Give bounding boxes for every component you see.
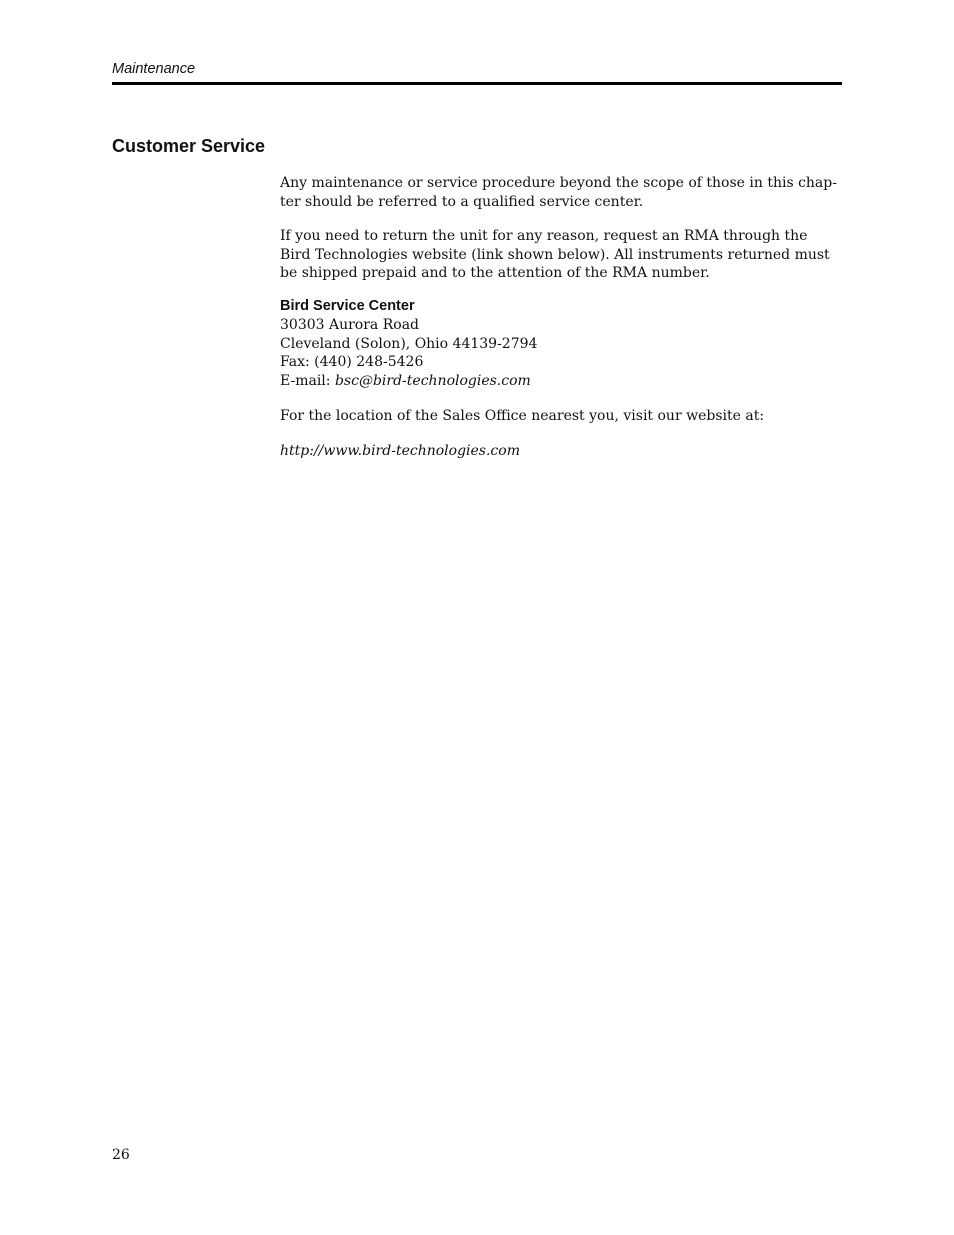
service-center-address xyxy=(280,297,537,390)
service-center-name: Bird Service Center xyxy=(280,298,415,314)
page-number: 26 xyxy=(112,1147,130,1163)
paragraph-line: Any maintenance or service procedure beyond the scope of those in this chap- xyxy=(280,175,837,191)
paragraph-rma-return xyxy=(280,227,830,283)
section-title: Customer Service xyxy=(112,136,266,156)
paragraph-maintenance-scope xyxy=(280,174,837,211)
address-fax: Fax: (440) 248-5426 xyxy=(280,354,424,370)
paragraph-line: be shipped prepaid and to the attention of the RMA number. xyxy=(280,265,710,281)
email-label: E-mail: xyxy=(280,372,335,389)
running-header: Maintenance xyxy=(112,61,196,77)
website-link[interactable]: http://www.bird-technologies.com xyxy=(280,443,520,459)
address-email-line xyxy=(280,372,537,391)
paragraph-line: ter should be referred to a qualified service center. xyxy=(280,193,644,210)
address-city: Cleveland (Solon), Ohio 44139-2794 xyxy=(280,335,538,352)
email-link[interactable]: bsc@bird-technologies.com xyxy=(334,372,531,389)
header-rule xyxy=(112,82,842,85)
address-street: 30303 Aurora Road xyxy=(280,317,420,333)
paragraph-line: Bird Technologies website (link shown below). All instruments returned must xyxy=(280,246,830,263)
paragraph-line: If you need to return the unit for any reason, request an RMA through the xyxy=(280,228,808,244)
paragraph-sales-office: For the location of the Sales Office nearest you, visit our website at: xyxy=(280,408,765,424)
